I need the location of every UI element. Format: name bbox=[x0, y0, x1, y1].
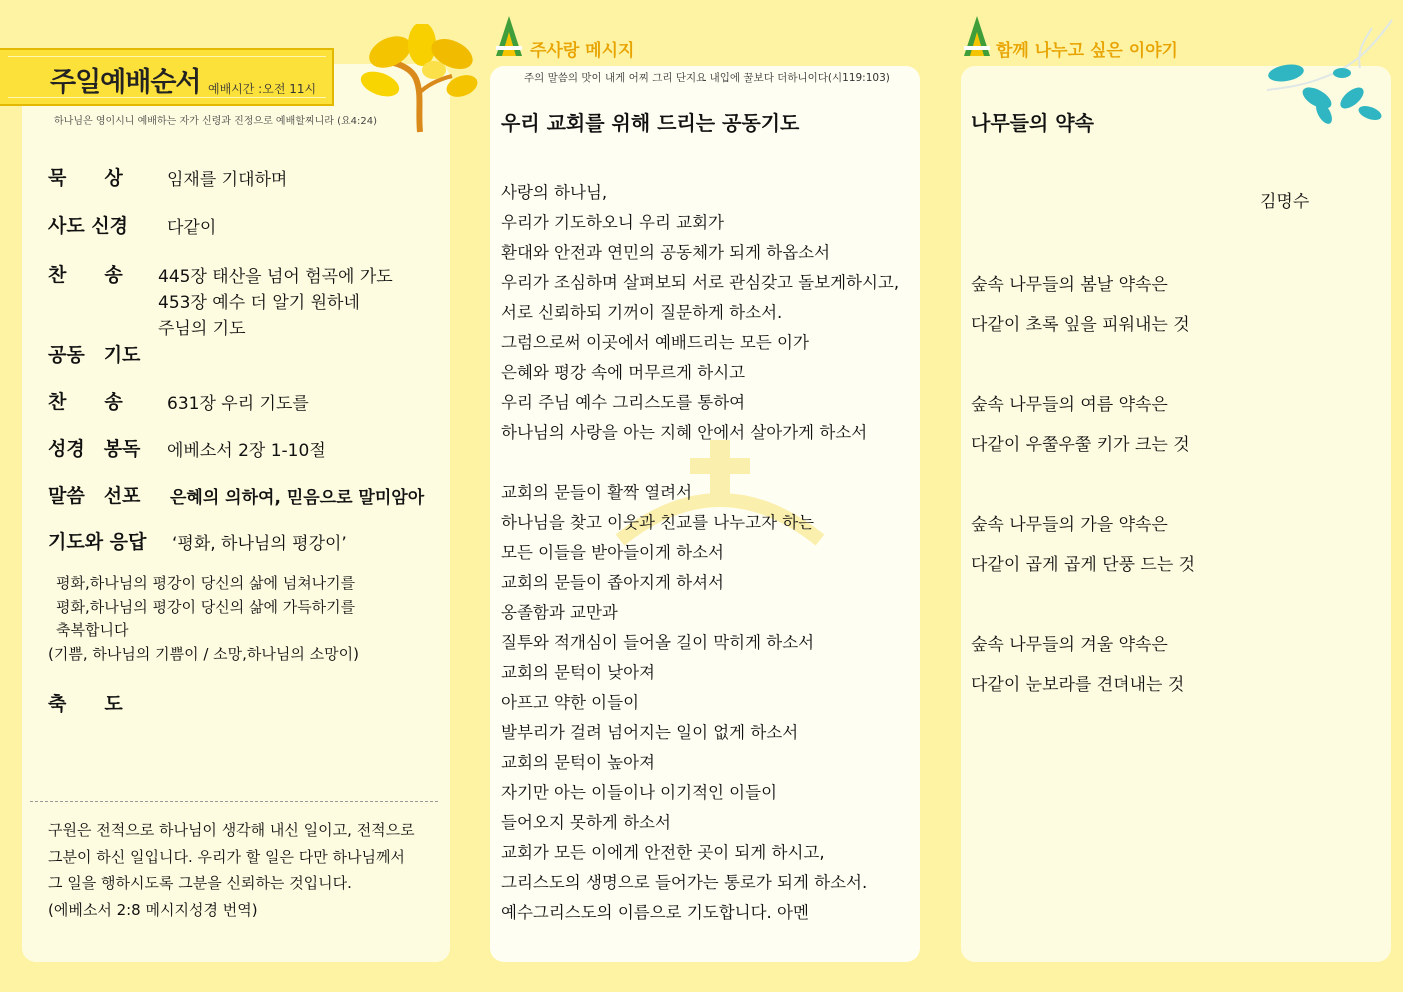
prayer-line: 그리스도의 생명으로 들어가는 통로가 되게 하소서. bbox=[501, 873, 868, 892]
response-line: (기쁨, 하나님의 기쁨이 / 소망,하나님의 소망이) bbox=[48, 644, 359, 663]
hymn2-label: 찬 송 bbox=[48, 391, 123, 413]
hymn1-line3: 주님의 기도 bbox=[158, 319, 246, 339]
prayer-line: 교회의 문턱이 낮아져 bbox=[501, 663, 655, 682]
common-prayer-label: 공동 기도 bbox=[48, 344, 141, 366]
tree-icon bbox=[360, 24, 480, 134]
footer-quote bbox=[48, 817, 415, 923]
creed-label: 사도 신경 bbox=[48, 215, 129, 237]
creed-value: 다같이 bbox=[167, 218, 217, 238]
response-value: ‘평화, 하나님의 평강이’ bbox=[172, 534, 347, 554]
poem-line: 다같이 우쭐우쭐 키가 크는 것 bbox=[971, 435, 1190, 455]
footer-line: 구원은 전적으로 하나님이 생각해 내신 일이고, 전적으로 bbox=[48, 821, 415, 839]
worship-time: 예배시간 :오전 11시 bbox=[208, 82, 317, 96]
story-author: 김명수 bbox=[1260, 192, 1310, 212]
reading-value: 에베소서 2장 1-10절 bbox=[167, 441, 326, 461]
prayer-line: 하나님을 찾고 이웃과 친교를 나누고자 하는 bbox=[501, 513, 815, 532]
prayer-body bbox=[501, 178, 899, 928]
leaf-branch-icon bbox=[1262, 18, 1397, 133]
poem bbox=[971, 265, 1195, 705]
message-header: 주사랑 메시지 bbox=[530, 41, 635, 61]
reading-label: 성경 봉독 bbox=[48, 438, 141, 460]
prayer-line: 사랑의 하나님, bbox=[501, 183, 608, 202]
message-title: 우리 교회를 위해 드리는 공동기도 bbox=[501, 111, 800, 135]
prayer-line: 우리가 기도하오니 우리 교회가 bbox=[501, 213, 724, 232]
poem-line: 숲속 나무들의 겨울 약속은 bbox=[971, 635, 1168, 655]
prayer-line: 발부리가 걸려 넘어지는 일이 없게 하소서 bbox=[501, 723, 799, 742]
sermon-label: 말씀 선포 bbox=[48, 485, 141, 507]
footer-line: 그 일을 행하시도록 그분을 신뢰하는 것입니다. bbox=[48, 874, 352, 892]
message-verse: 주의 말씀의 맛이 내게 어찌 그리 단지요 내입에 꿀보다 더하니이다(시119:103) bbox=[524, 72, 890, 84]
prayer-line: 옹졸함과 교만과 bbox=[501, 603, 618, 622]
poem-line: 숲속 나무들의 여름 약속은 bbox=[971, 395, 1168, 415]
prayer-line: 교회가 모든 이에게 안전한 곳이 되게 하시고, bbox=[501, 843, 825, 862]
prayer-line: 우리 주님 예수 그리스도를 통하여 bbox=[501, 393, 746, 412]
prayer-line: 우리가 조심하며 살펴보되 서로 관심갖고 돌보게하시고, bbox=[501, 273, 900, 292]
response-lines bbox=[48, 572, 359, 666]
poem-line: 숲속 나무들의 봄날 약속은 bbox=[971, 275, 1168, 295]
divider bbox=[30, 801, 438, 802]
prayer-line: 그럼으로써 이곳에서 예배드리는 모든 이가 bbox=[501, 333, 809, 352]
order-verse: 하나님은 영이시니 예배하는 자가 신령과 진정으로 예배할찌니라 (요4:24) bbox=[54, 116, 377, 127]
prayer-line: 들어오지 못하게 하소서 bbox=[501, 813, 671, 832]
poem-line: 숲속 나무들의 가을 약속은 bbox=[971, 515, 1168, 535]
prayer-line: 질투와 적개심이 들어올 길이 막히게 하소서 bbox=[501, 633, 815, 652]
prayer-line: 은혜와 평강 속에 머무르게 하시고 bbox=[501, 363, 746, 382]
prayer-line: 자기만 아는 이들이나 이기적인 이들이 bbox=[501, 783, 778, 802]
silent-value: 임재를 기대하며 bbox=[167, 170, 288, 190]
prayer-line: 예수그리스도의 이름으로 기도합니다. 아멘 bbox=[501, 903, 809, 922]
hymn1-line2: 453장 예수 더 알기 원하네 bbox=[158, 293, 360, 313]
response-label: 기도와 응답 bbox=[48, 531, 147, 553]
footer-line: (에베소서 2:8 메시지성경 번역) bbox=[48, 900, 258, 919]
mountain-icon bbox=[492, 12, 526, 58]
poem-line: 다같이 눈보라를 견뎌내는 것 bbox=[971, 675, 1185, 695]
hymn2-value: 631장 우리 기도를 bbox=[167, 394, 309, 414]
prayer-line: 서로 신뢰하되 기꺼이 질문하게 하소서. bbox=[501, 303, 783, 322]
prayer-line: 하나님의 사랑을 아는 지혜 안에서 살아가게 하소서 bbox=[501, 423, 868, 442]
hymn1-line1: 445장 태산을 넘어 험곡에 가도 bbox=[158, 267, 393, 287]
prayer-line: 모든 이들을 받아들이게 하소서 bbox=[501, 543, 724, 562]
response-line: 평화,하나님의 평강이 당신의 삶에 넘쳐나기를 bbox=[56, 574, 356, 592]
response-line: 평화,하나님의 평강이 당신의 삶에 가득하기를 bbox=[56, 597, 356, 616]
story-title: 나무들의 약속 bbox=[971, 111, 1094, 135]
footer-line: 그분이 하신 일입니다. 우리가 할 일은 다만 하나님께서 bbox=[48, 847, 405, 866]
hymn1-label: 찬 송 bbox=[48, 264, 123, 286]
poem-line: 다같이 초록 잎을 피워내는 것 bbox=[971, 315, 1190, 335]
order-title: 주일예배순서 bbox=[50, 67, 201, 98]
prayer-line: 환대와 안전과 연민의 공동체가 되게 하옵소서 bbox=[501, 243, 831, 262]
benediction-label: 축 도 bbox=[48, 693, 123, 715]
sermon-title: 은혜의 의하여, 믿음으로 말미암아 bbox=[170, 488, 425, 508]
poem-line: 다같이 곱게 곱게 단풍 드는 것 bbox=[971, 555, 1196, 575]
prayer-line: 아프고 약한 이들이 bbox=[501, 693, 640, 712]
response-line: 축복합니다 bbox=[56, 621, 129, 639]
prayer-line: 교회의 문들이 활짝 열려서 bbox=[501, 483, 693, 502]
prayer-line: 교회의 문들이 좁아지게 하셔서 bbox=[501, 573, 724, 592]
prayer-line: 교회의 문턱이 높아져 bbox=[501, 753, 655, 772]
silent-label: 묵 상 bbox=[48, 167, 123, 189]
mountain-icon bbox=[960, 12, 994, 58]
story-header: 함께 나누고 싶은 이야기 bbox=[996, 41, 1178, 61]
